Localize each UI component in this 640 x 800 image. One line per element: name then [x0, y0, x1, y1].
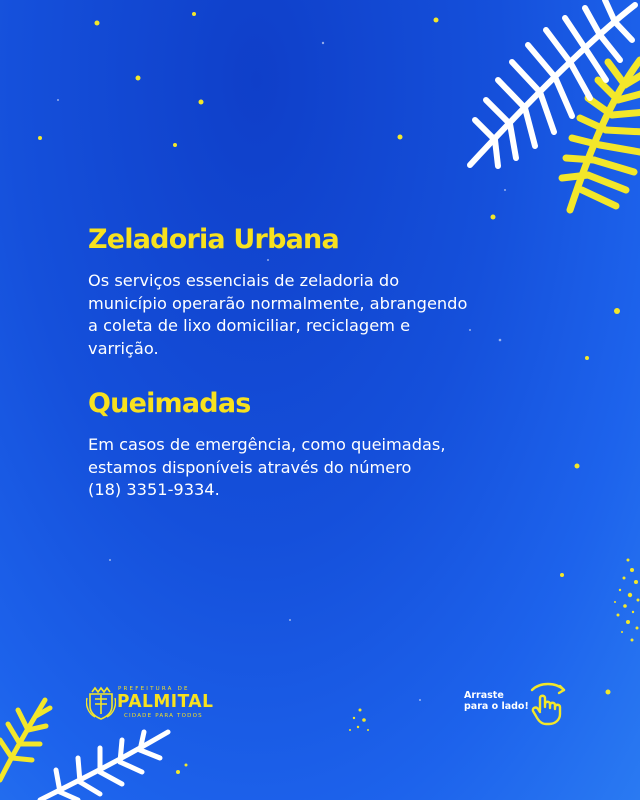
content: [88, 222, 588, 502]
text-line: município operarão normalmente, abrangendo: [88, 293, 468, 313]
text-line: Os serviços essenciais de zeladoria do: [88, 271, 400, 290]
heading-queimadas: Queimadas: [88, 388, 251, 419]
paragraph-queimadas: [88, 434, 588, 502]
logo-top-line: PREFEITURA DE: [118, 686, 190, 692]
sparkle-cluster-bottom: [340, 700, 380, 740]
palm-leaves-top-right: [420, 0, 640, 260]
swipe-hint: [462, 680, 582, 730]
heading-zeladoria: Zeladoria Urbana: [88, 224, 339, 255]
swipe-hand-icon: [526, 680, 572, 726]
logo-name: PALMITAL: [117, 691, 214, 713]
text-line: a coleta de lixo domiciliar, reciclagem e: [88, 316, 411, 335]
text-line: estamos disponíveis através do número: [88, 457, 412, 477]
sparkle-cluster-right: [580, 540, 640, 660]
text-line: varrição.: [88, 338, 159, 358]
swipe-hint-line1: Arraste: [464, 690, 504, 701]
phone-number: (18) 3351-9334.: [88, 480, 220, 499]
palmital-logo: [86, 684, 214, 726]
city-crest-icon: [86, 686, 116, 720]
swipe-hint-line2: para o lado!: [464, 701, 529, 712]
swipe-hint-text: [464, 690, 529, 712]
text-line: Em casos de emergência, como queimadas,: [88, 435, 446, 454]
logo-tagline: CIDADE PARA TODOS: [124, 713, 203, 719]
paragraph-zeladoria: [88, 270, 588, 360]
